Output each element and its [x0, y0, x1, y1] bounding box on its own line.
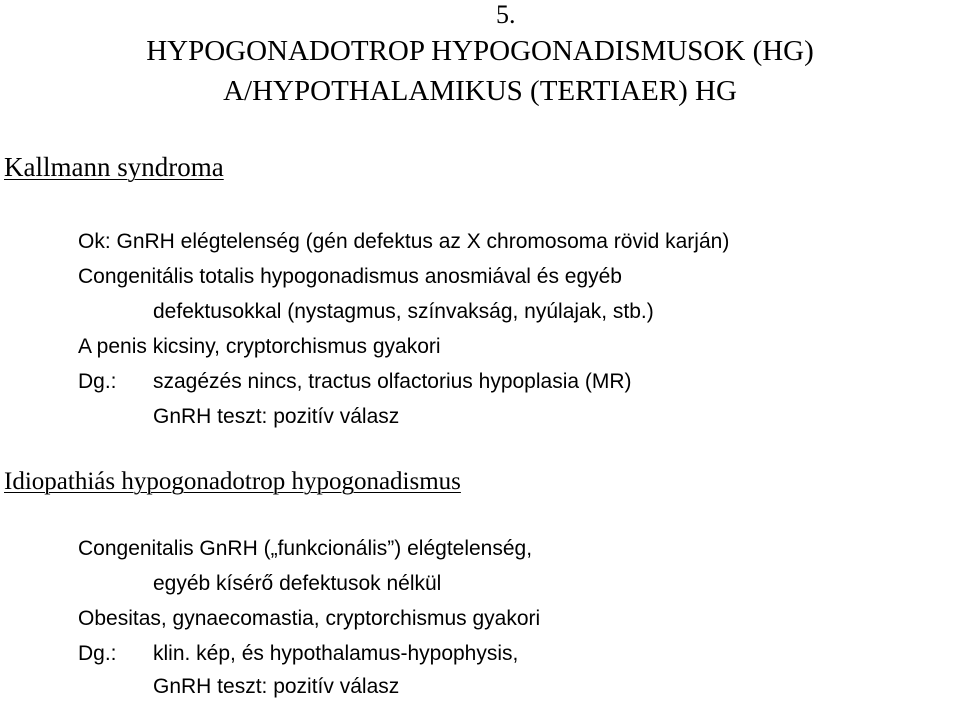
kallmann-dg-label: Dg.:: [78, 370, 117, 393]
idiopathic-dg-label: Dg.:: [78, 642, 117, 665]
kallmann-congenital-line: Congenitális totalis hypogonadismus anosmiával és egyéb: [78, 265, 622, 288]
slide-number: 5.: [496, 0, 516, 29]
idiopathic-heading: Idiopathiás hypogonadotrop hypogonadismus: [4, 468, 461, 495]
kallmann-penis-line: A penis kicsiny, cryptorchismus gyakori: [78, 335, 441, 358]
idiopathic-dg-line-1: klin. kép, és hypothalamus-hypophysis,: [153, 642, 519, 665]
kallmann-defects-line: defektusokkal (nystagmus, színvakság, nyúlajak, stb.): [153, 300, 654, 323]
idiopathic-defects-line: egyéb kísérő defektusok nélkül: [153, 572, 442, 595]
idiopathic-congenital-line: Congenitalis GnRH („funkcionális”) elégtelenség,: [78, 537, 533, 560]
kallmann-dg-line-2: GnRH teszt: pozitív válasz: [153, 405, 400, 428]
kallmann-cause-line: Ok: GnRH elégtelenség (gén defektus az X chromosoma rövid karján): [78, 230, 730, 253]
title-line-1: HYPOGONADOTROP HYPOGONADISMUSOK (HG): [146, 35, 814, 67]
kallmann-heading: Kallmann syndroma: [4, 152, 224, 182]
kallmann-dg-line-1: szagézés nincs, tractus olfactorius hypoplasia (MR): [153, 370, 632, 393]
title-line-2: A/HYPOTHALAMIKUS (TERTIAER) HG: [223, 75, 737, 107]
idiopathic-obesity-line: Obesitas, gynaecomastia, cryptorchismus gyakori: [78, 607, 541, 630]
idiopathic-dg-line-2: GnRH teszt: pozitív válasz: [153, 675, 400, 698]
